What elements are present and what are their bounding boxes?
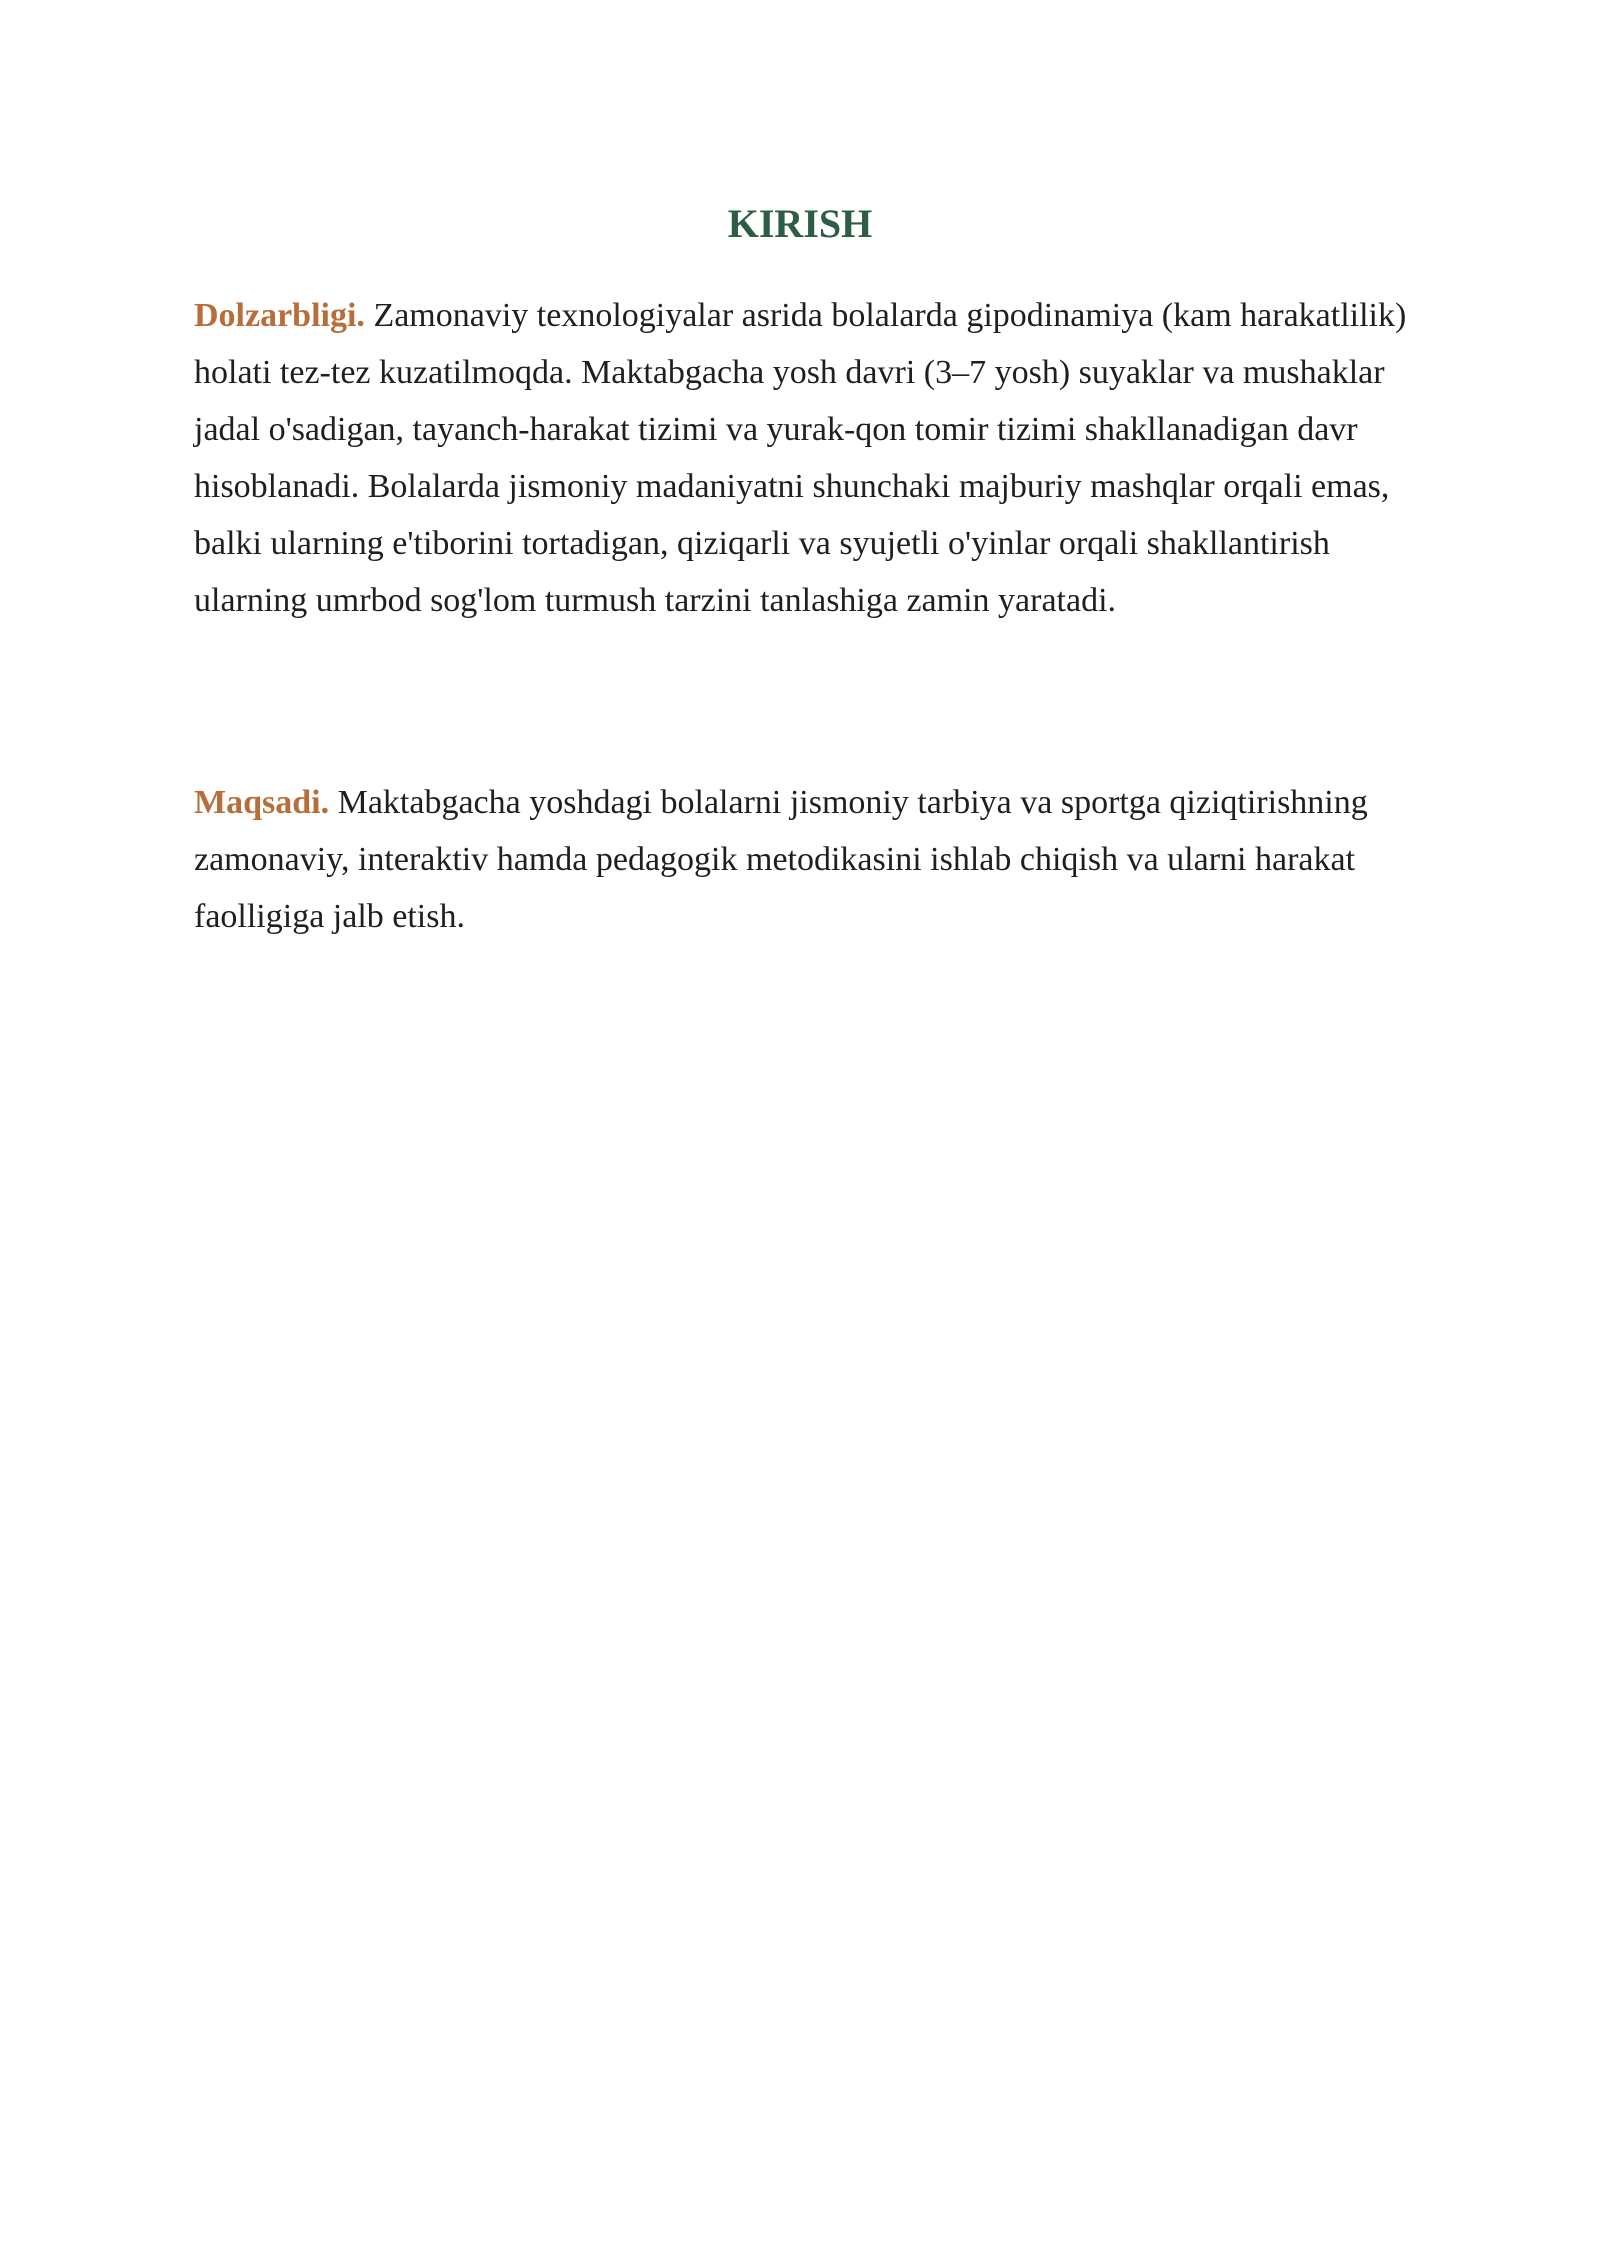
paragraph-goal [194,774,1414,945]
page-title: KIRISH [727,201,873,246]
goal-heading: Maqsadi. [194,784,330,821]
relevance-heading: Dolzarbligi. [194,297,365,334]
goal-text: Maktabgacha yoshdagi bolalarni jismoniy tarbiya va sportga qiziqtirishning zamonaviy, interaktiv hamda pedagogik metodikasini ishlab chiqish va ularni harakat faolligiga jalb etish. [194,784,1368,935]
relevance-text: Zamonaviy texnologiyalar asrida bolalarda gipodinamiya (kam harakatlilik) holati tez-tez kuzatilmoqda. Maktabgacha yosh davri (3–7 yosh) suyaklar va mushaklar jadal o'sadigan, tayanch-harakat tizimi va yurak-qon tomir tizimi shakllanadigan davr hisoblanadi. Bolalarda jismoniy madaniyatni shunchaki majburiy mashqlar orqali emas, balki ularning e'tiborini tortadigan, qiziqarli va syujetli o'yinlar orqali shakllantirish ularning umrbod sog'lom turmush tarzini tanlashiga zamin yaratadi. [194,297,1407,619]
paragraph-relevance [194,287,1414,629]
